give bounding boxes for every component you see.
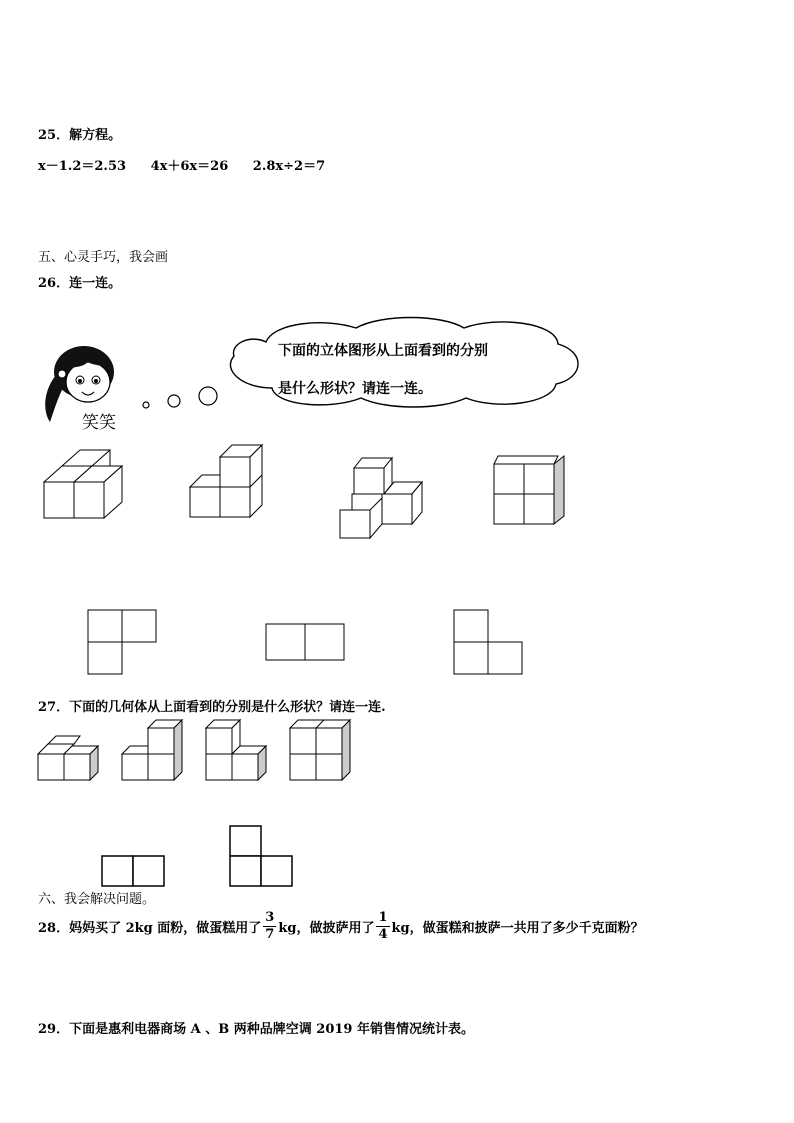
q26-title: 26．连一连。 bbox=[38, 276, 122, 291]
q26-view-3[interactable] bbox=[452, 608, 526, 676]
q26-solid-2[interactable] bbox=[186, 445, 266, 525]
q26-solid-4[interactable] bbox=[490, 454, 570, 526]
q28-part2: kg，做披萨用了 bbox=[278, 921, 375, 936]
equation-1: x－1.2＝2.53 bbox=[38, 159, 127, 174]
equation-3: 2.8x÷2＝7 bbox=[252, 159, 326, 174]
q27-solid-4[interactable] bbox=[288, 720, 352, 784]
q28-part1: 28．妈妈买了 2kg 面粉，做蛋糕用了 bbox=[38, 921, 262, 936]
q29-title: 29．下面是惠利电器商场 A 、B 两种品牌空调 2019 年销售情况统计表。 bbox=[38, 1022, 474, 1037]
q27-solid-3[interactable] bbox=[204, 720, 270, 784]
fraction-3-7: $\frac{3}{7}$ bbox=[265, 910, 275, 942]
fraction-1-4: $\frac{1}{4}$ bbox=[378, 910, 388, 942]
section5-title: 五、心灵手巧，我会画 bbox=[38, 250, 169, 265]
q25-title: 25．解方程。 bbox=[38, 128, 122, 143]
q25-equations bbox=[38, 155, 345, 174]
bubble-line-1: 下面的立体图形从上面看到的分别 bbox=[278, 343, 488, 359]
q26-solid-1[interactable] bbox=[40, 460, 130, 525]
q26-view-2[interactable] bbox=[264, 622, 348, 662]
section6-title: 六、我会解决问题。 bbox=[38, 892, 156, 907]
q27-view-1[interactable] bbox=[100, 854, 168, 888]
q27-view-2[interactable] bbox=[228, 824, 296, 888]
q27-solid-2[interactable] bbox=[120, 720, 184, 784]
q26-solid-3[interactable] bbox=[338, 454, 428, 544]
q28-text bbox=[38, 910, 644, 943]
q26-view-1[interactable] bbox=[86, 608, 158, 676]
thought-bubbles bbox=[138, 384, 222, 414]
q27-solid-1[interactable] bbox=[36, 738, 104, 784]
q27-title: 27．下面的几何体从上面看到的分别是什么形状？请连一连. bbox=[38, 700, 386, 715]
girl-name: 笑笑 bbox=[82, 413, 116, 433]
bubble-line-2: 是什么形状？请连一连。 bbox=[278, 381, 432, 397]
equation-2: 4x＋6x＝26 bbox=[150, 159, 229, 174]
q28-part3: kg，做蛋糕和披萨一共用了多少千克面粉？ bbox=[391, 921, 644, 936]
